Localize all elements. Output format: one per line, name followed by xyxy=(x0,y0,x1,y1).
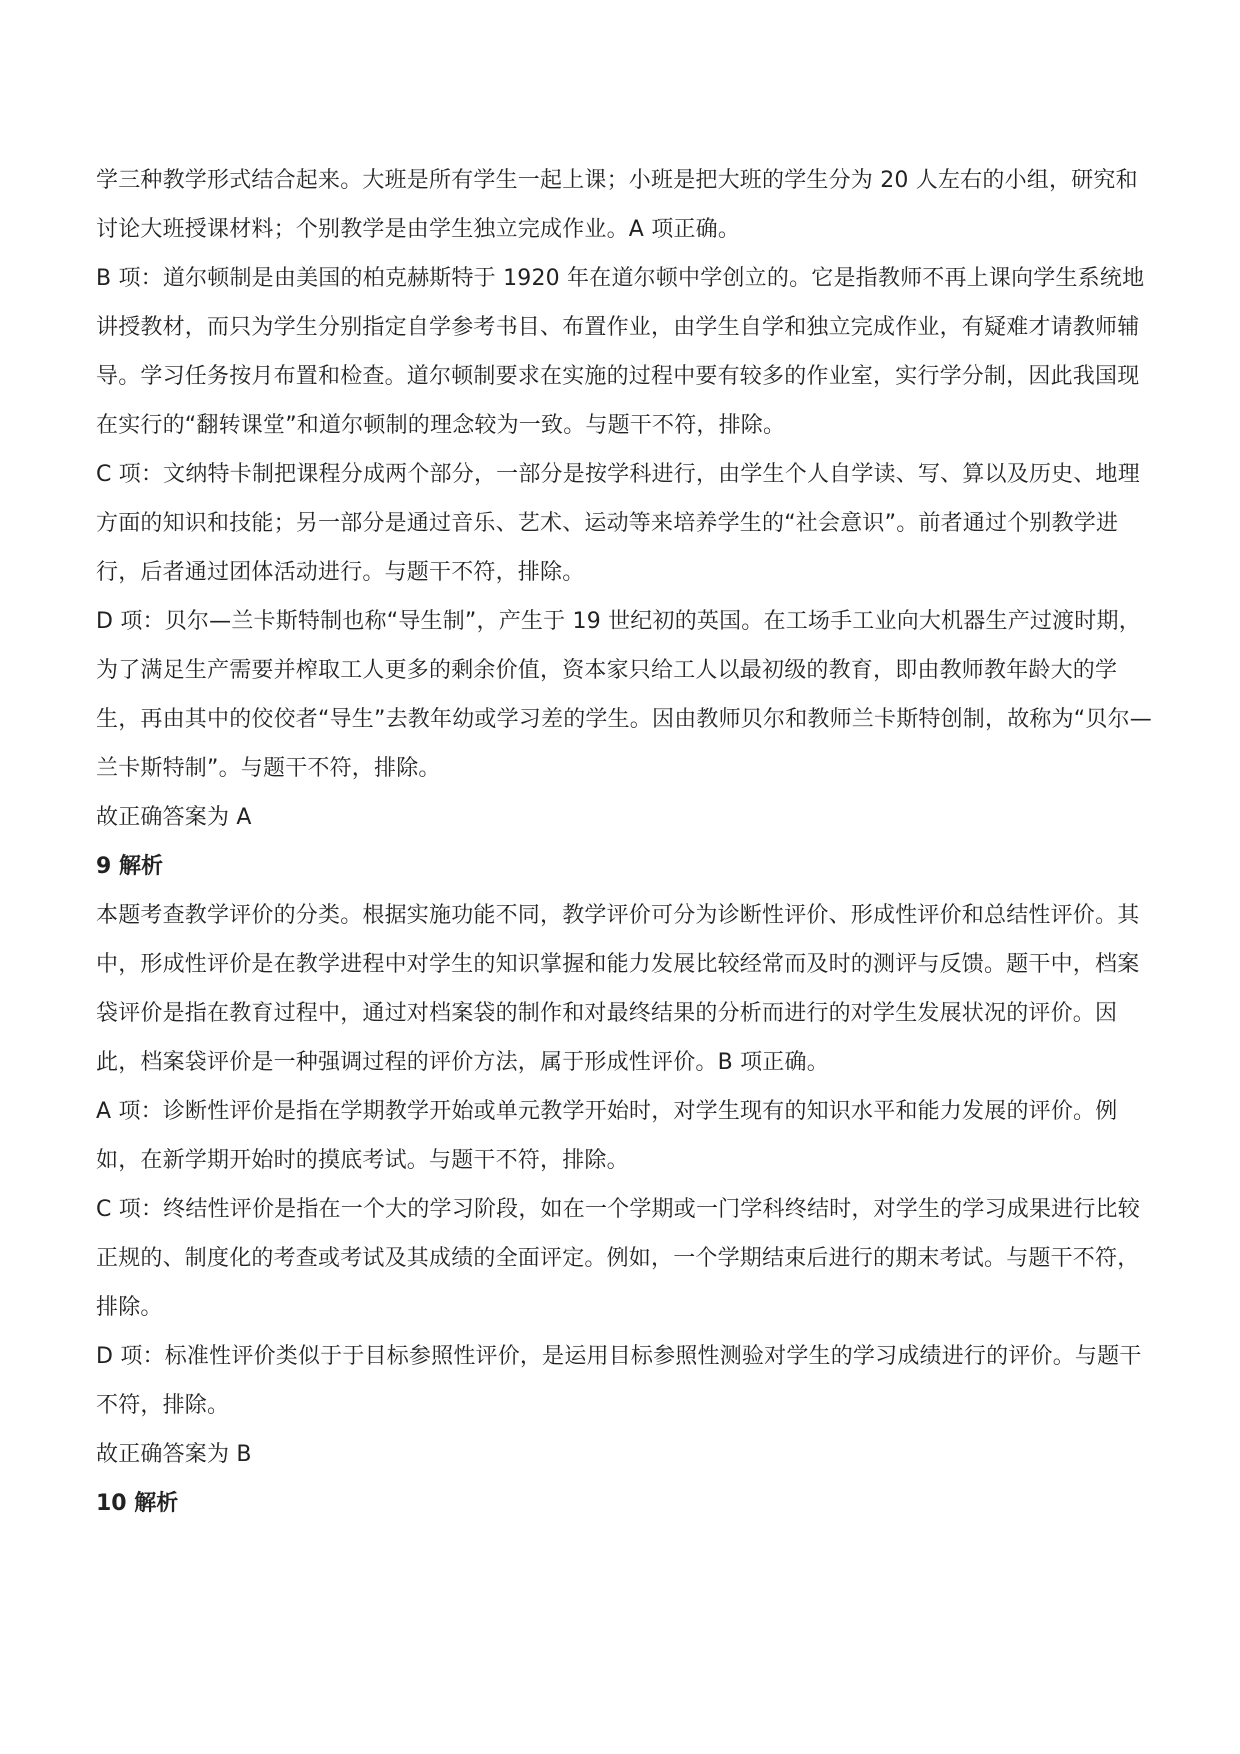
paragraph-option-c-winnetka: C 项：文纳特卡制把课程分成两个部分，一部分是按学科进行，由学生个人自学读、写、算以及历史、地理方面的知识和技能；另一部分是通过音乐、艺术、运动等来培养学生的“社会意识”。前者通过个别教学进行，后者通过团体活动进行。与题干不符，排除。 xyxy=(96,462,1140,585)
document-page xyxy=(96,156,1156,1528)
paragraph-option-b-dalton: B 项：道尔顿制是由美国的柏克赫斯特于 1920 年在道尔顿中学创立的。它是指教师不再上课向学生系统地讲授教材，而只为学生分别指定自学参考书目、布置作业，由学生自学和独立完成作业，有疑难才请教师辅导。学习任务按月布置和检查。道尔顿制要求在实施的过程中要有较多的作业室，实行学分制，因此我国现在实行的“翻转课堂”和道尔顿制的理念较为一致。与题干不符，排除。 xyxy=(96,266,1145,438)
paragraph-evaluation-intro: 本题考查教学评价的分类。根据实施功能不同，教学评价可分为诊断性评价、形成性评价和总结性评价。其中，形成性评价是在教学进程中对学生的知识掌握和能力发展比较经常而及时的测评与反馈。题干中，档案袋评价是指在教育过程中，通过对档案袋的制作和对最终结果的分析而进行的对学生发展状况的评价。因此，档案袋评价是一种强调过程的评价方法，属于形成性评价。B 项正确。 xyxy=(96,903,1140,1075)
answer-line-9: 故正确答案为 B xyxy=(96,1442,252,1467)
paragraph-option-c-summative: C 项：终结性评价是指在一个大的学习阶段，如在一个学期或一门学科终结时，对学生的学习成果进行比较正规的、制度化的考查或考试及其成绩的全面评定。例如，一个学期结束后进行的期末考试。与题干不符，排除。 xyxy=(96,1197,1140,1320)
paragraph-option-a-diagnostic: A 项：诊断性评价是指在学期教学开始或单元教学开始时，对学生现有的知识水平和能力发展的评价。例如，在新学期开始时的摸底考试。与题干不符，排除。 xyxy=(96,1099,1118,1173)
paragraph-option-d-criterion: D 项：标准性评价类似于于目标参照性评价，是运用目标参照性测验对学生的学习成绩进行的评价。与题干不符，排除。 xyxy=(96,1344,1142,1418)
section-heading-9: 9 解析 xyxy=(96,854,163,879)
answer-line-8: 故正确答案为 A xyxy=(96,805,252,830)
section-heading-10: 10 解析 xyxy=(96,1491,179,1516)
paragraph-option-d-bell-lancaster: D 项：贝尔—兰卡斯特制也称“导生制”，产生于 19 世纪初的英国。在工场手工业向大机器生产过渡时期，为了满足生产需要并榨取工人更多的剩余价值，资本家只给工人以最初级的教育，即由教师教年龄大的学生，再由其中的佼佼者“导生”去教年幼或学习差的学生。因由教师贝尔和教师兰卡斯特创制，故称为“贝尔—兰卡斯特制”。与题干不符，排除。 xyxy=(96,609,1152,781)
paragraph-intro-continuation: 学三种教学形式结合起来。大班是所有学生一起上课；小班是把大班的学生分为 20 人左右的小组，研究和讨论大班授课材料；个别教学是由学生独立完成作业。A 项正确。 xyxy=(96,168,1138,242)
